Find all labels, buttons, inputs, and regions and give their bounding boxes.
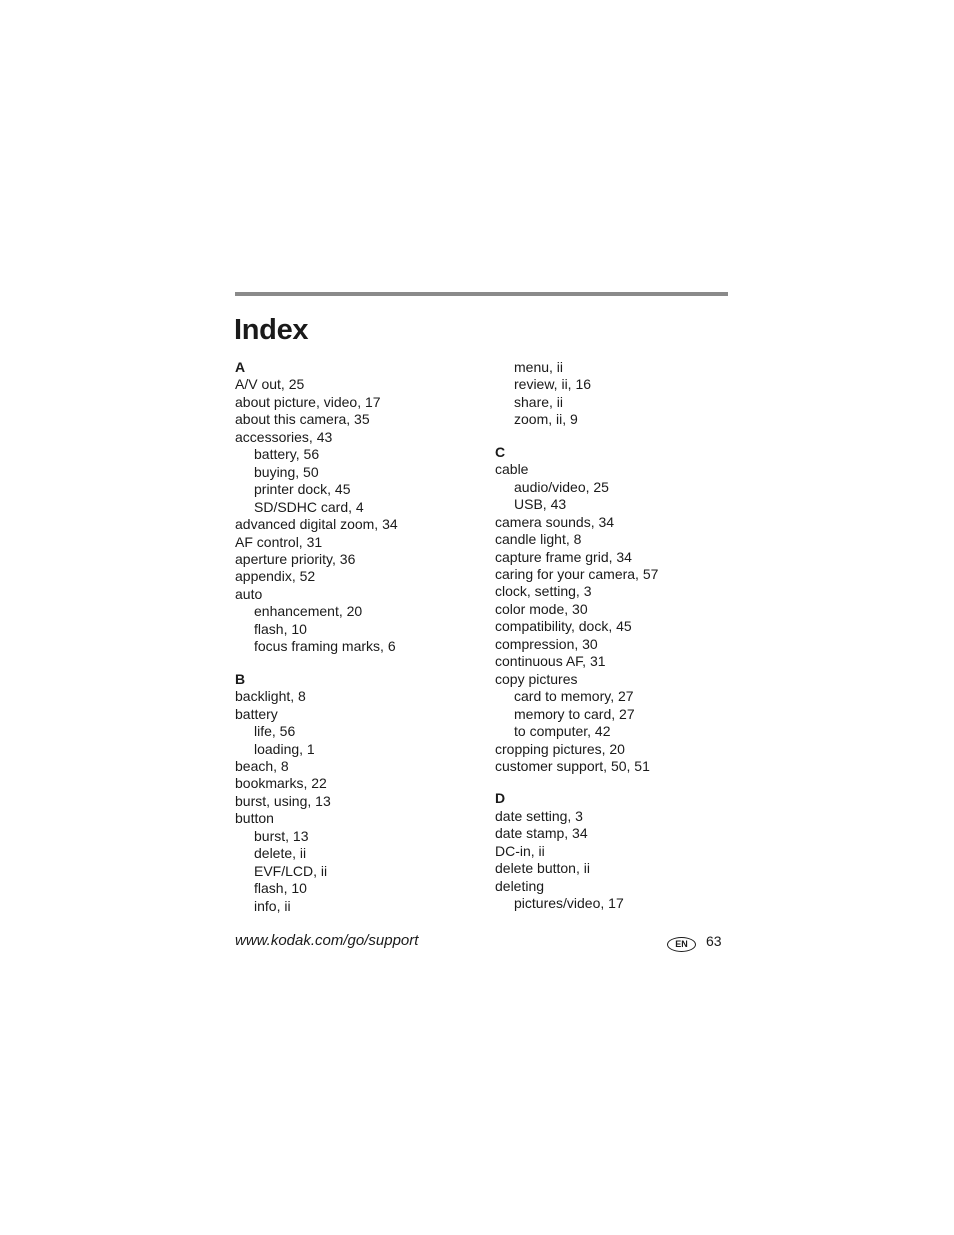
page-number: 63 (706, 933, 722, 949)
index-entry: delete button, ii (495, 860, 590, 877)
index-subentry: battery, 56 (254, 446, 320, 463)
index-entry: DC-in, ii (495, 842, 545, 859)
index-section-letter: D (495, 790, 506, 807)
footer-url-link[interactable]: www.kodak.com/go/support (235, 932, 419, 949)
index-subentry: audio/video, 25 (514, 478, 609, 495)
index-entry: date stamp, 34 (495, 825, 588, 842)
index-subentry: zoom, ii, 9 (514, 411, 578, 428)
index-subentry: SD/SDHC card, 4 (254, 498, 364, 515)
index-entry: beach, 8 (235, 757, 289, 774)
index-subentry: to computer, 42 (514, 723, 611, 740)
index-subentry: card to memory, 27 (514, 688, 634, 705)
index-entry: deleting (495, 877, 545, 894)
index-subentry: review, ii, 16 (514, 376, 592, 393)
index-entry: bookmarks, 22 (235, 775, 327, 792)
index-section-letter: B (235, 670, 246, 687)
index-entry: AF control, 31 (235, 533, 323, 550)
index-subentry: burst, 13 (254, 827, 309, 844)
index-entry: A/V out, 25 (235, 376, 305, 393)
index-subentry: focus framing marks, 6 (254, 638, 396, 655)
index-entry: date setting, 3 (495, 807, 583, 824)
index-subentry: share, ii (514, 393, 564, 410)
index-subentry: buying, 50 (254, 463, 319, 480)
index-entry: candle light, 8 (495, 531, 582, 548)
index-entry: button (235, 810, 274, 827)
index-entry: color mode, 30 (495, 600, 588, 617)
index-subentry: USB, 43 (514, 496, 567, 513)
index-entry: appendix, 52 (235, 568, 316, 585)
index-entry: aperture priority, 36 (235, 550, 356, 567)
index-subentry: pictures/video, 17 (514, 895, 624, 912)
index-entry: accessories, 43 (235, 428, 333, 445)
index-column-right (495, 359, 745, 913)
index-entry: battery (235, 705, 278, 722)
page-title: Index (234, 314, 309, 346)
index-subentry: memory to card, 27 (514, 705, 635, 722)
index-entry: caring for your camera, 57 (495, 565, 659, 582)
index-column-left (235, 359, 485, 915)
index-entry: auto (235, 585, 263, 602)
index-section-letter: C (495, 443, 506, 460)
index-subentry: loading, 1 (254, 740, 315, 757)
index-entry: copy pictures (495, 670, 578, 687)
section-spacer (495, 775, 745, 790)
index-subentry: menu, ii (514, 359, 564, 375)
index-subentry: printer dock, 45 (254, 481, 351, 498)
index-subentry: flash, 10 (254, 880, 307, 897)
index-subentry: enhancement, 20 (254, 603, 363, 620)
index-entry: cropping pictures, 20 (495, 740, 625, 757)
index-entry: continuous AF, 31 (495, 653, 606, 670)
index-subentry: flash, 10 (254, 620, 307, 637)
index-entry: compatibility, dock, 45 (495, 618, 632, 635)
index-entry: customer support, 50, 51 (495, 757, 650, 774)
section-spacer (235, 656, 485, 671)
index-entry: compression, 30 (495, 635, 598, 652)
index-entry: about this camera, 35 (235, 411, 370, 428)
index-section-letter: A (235, 359, 246, 375)
index-subentry: delete, ii (254, 845, 307, 862)
index-entry: capture frame grid, 34 (495, 548, 632, 565)
index-entry: cable (495, 461, 529, 478)
index-entry: clock, setting, 3 (495, 583, 592, 600)
header-rule (235, 292, 728, 296)
language-badge: EN (667, 937, 696, 952)
index-entry: burst, using, 13 (235, 792, 331, 809)
index-subentry: info, ii (254, 897, 291, 914)
index-subentry: EVF/LCD, ii (254, 862, 328, 879)
index-subentry: life, 56 (254, 723, 296, 740)
index-entry: camera sounds, 34 (495, 513, 615, 530)
index-entry: about picture, video, 17 (235, 393, 381, 410)
index-entry: advanced digital zoom, 34 (235, 516, 398, 533)
section-spacer (495, 429, 745, 444)
index-entry: backlight, 8 (235, 688, 306, 705)
